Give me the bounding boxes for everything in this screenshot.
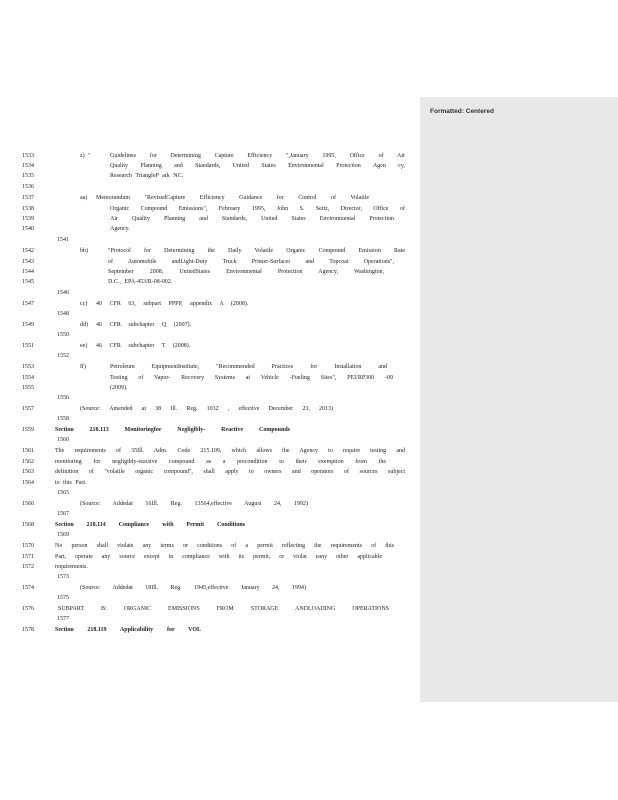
line-number: 1545 <box>22 279 34 285</box>
line-number: 1562 <box>22 459 34 465</box>
paragraph-line: requirements. <box>55 564 88 570</box>
line-number: 1570 <box>22 543 34 549</box>
line-number: 1551 <box>22 343 34 349</box>
line-number: 1552 <box>57 353 69 359</box>
line-number: 1558 <box>57 416 69 422</box>
paragraph-line: Agency. <box>110 226 130 232</box>
item-label: ff) <box>80 364 86 370</box>
paragraph-line: (2009). <box>110 385 128 391</box>
line-number: 1549 <box>22 322 34 328</box>
line-number: 1547 <box>22 301 34 307</box>
source-note: (Source: Addedat 16Ill. Reg. 13564,effective August 24, 1992) <box>80 501 308 507</box>
paragraph-line: Memorandum "RevisedCapture Efficiency Guidance for Control of Volatile <box>96 195 369 201</box>
line-number: 1556 <box>57 395 69 401</box>
line-number: 1550 <box>57 332 69 338</box>
line-number: 1564 <box>22 480 34 486</box>
line-number: 1565 <box>57 490 69 496</box>
line-number: 1563 <box>22 469 34 475</box>
line-number: 1534 <box>22 163 34 169</box>
line-number: 1568 <box>22 522 34 528</box>
line-number: 1576 <box>22 606 34 612</box>
line-number: 1559 <box>22 427 34 433</box>
line-number: 1535 <box>22 173 34 179</box>
line-number: 1540 <box>22 226 34 232</box>
paragraph-line: Air Quality Planning and Standards, United States Environmental Protection <box>110 216 394 222</box>
section-heading: Section 218.119 Applicability for VOL <box>55 627 201 633</box>
line-number: 1573 <box>57 574 69 580</box>
source-note: (Source: Amended at 38 Ill. Reg. 1032 , effective December 23, 2013) <box>80 406 333 412</box>
line-number: 1572 <box>22 564 34 570</box>
paragraph-line: Research TriangleP ark NC. <box>110 173 184 179</box>
line-number: 1557 <box>22 406 34 412</box>
item-label: aa) <box>80 195 88 201</box>
line-number: 1539 <box>22 216 34 222</box>
source-note: (Source: Addedat 18Ill. Reg. 1945,effective January 24, 1994) <box>80 585 306 591</box>
formatting-comment[interactable]: Formatted: Centered <box>430 108 494 115</box>
line-number: 1548 <box>57 311 69 317</box>
paragraph-line: of Automobile andLight-Duty Truck Primer-Surfacer and Topcoat Operations", <box>108 259 394 265</box>
line-number: 1555 <box>22 385 34 391</box>
line-number: 1566 <box>22 501 34 507</box>
line-number: 1567 <box>57 511 69 517</box>
line-number: 1537 <box>22 195 34 201</box>
line-number: 1560 <box>57 437 69 443</box>
paragraph-line: Guidelines for Determining Capture Efficiency ",January 1995, Office of Air <box>110 153 405 159</box>
comment-pane[interactable] <box>420 97 618 702</box>
line-number: 1538 <box>22 206 34 212</box>
line-number: 1561 <box>22 448 34 454</box>
line-number: 1553 <box>22 364 34 370</box>
line-number: 1543 <box>22 259 34 265</box>
paragraph-line: D.C., EPA-453/R-08-002. <box>108 279 173 285</box>
paragraph-line: monitoring for negligibly-reactive compound as a precondition to their exemption from the <box>55 459 386 465</box>
line-number: 1542 <box>22 248 34 254</box>
line-number: 1578 <box>22 627 34 633</box>
line-number: 1577 <box>57 616 69 622</box>
item-label: ee) <box>80 343 88 349</box>
paragraph-line: to this Part. <box>55 480 87 486</box>
paragraph-line: Part, operate any source except in compliance with its permit, or violat eany other applicable <box>55 554 382 560</box>
line-number: 1574 <box>22 585 34 591</box>
paragraph-line: The requirements of 35Ill. Adm. Code 215.109, which allows the Agency to require testing and <box>55 448 405 454</box>
line-number: 1569 <box>57 532 69 538</box>
paragraph-line: Petroleum EquipmentInstitute, "Recommended Practices for Installation and <box>110 364 387 370</box>
line-number: 1541 <box>57 237 69 243</box>
subpart-heading: SUBPART B: ORGANIC EMISSIONS FROM STORAGE ANDLOADING OPERATIONS <box>58 606 389 612</box>
paragraph-line: Quality Planning and Standards, United States Environmental Protection Agen cy, <box>110 163 405 169</box>
paragraph-line: "Protocol for Determining the Daily Volatile Organic Compound Emission Rate <box>108 248 405 254</box>
line-number: 1554 <box>22 375 34 381</box>
line-number: 1575 <box>57 595 69 601</box>
paragraph-line: 46 CFR subchapter T (2008). <box>96 343 191 349</box>
section-heading: Section 218.113 Monitoringfor Negligibly- Reactive Compounds <box>55 427 290 433</box>
paragraph-line: No person shall violate any terms or conditions of a permit reflecting the requirements of this <box>55 543 394 549</box>
paragraph-line: 40 CFR 63, subpart PPPP, appendix A (2008). <box>96 301 249 307</box>
line-number: 1544 <box>22 269 34 275</box>
line-number: 1533 <box>22 153 34 159</box>
paragraph-line: September 2008, UnitedStates Environmental Protection Agency, Washington, <box>108 269 384 275</box>
paragraph-line: definition of "volatile organic compound", shall apply to owners and operators of sources subject <box>55 469 405 475</box>
paragraph-line: Organic Compound Emissions", February 1995, John S. Seitz, Director, Office of <box>110 206 405 212</box>
item-label: cc) <box>80 301 88 307</box>
line-number: 1536 <box>22 184 34 190</box>
paragraph-line: 46 CFR subchapter Q (2007). <box>96 322 192 328</box>
paragraph-line: Testing of Vapor- Recovery Systems at Vehicle -Fueling Sites", PEI/RP300 -09 <box>110 375 393 381</box>
item-label: z) " <box>80 153 91 159</box>
item-label: bb) <box>80 248 88 254</box>
section-heading: Section 218.114 Compliance with Permit Conditions <box>55 522 245 528</box>
item-label: dd) <box>80 322 88 328</box>
line-number: 1571 <box>22 554 34 560</box>
line-number: 1546 <box>57 290 69 296</box>
